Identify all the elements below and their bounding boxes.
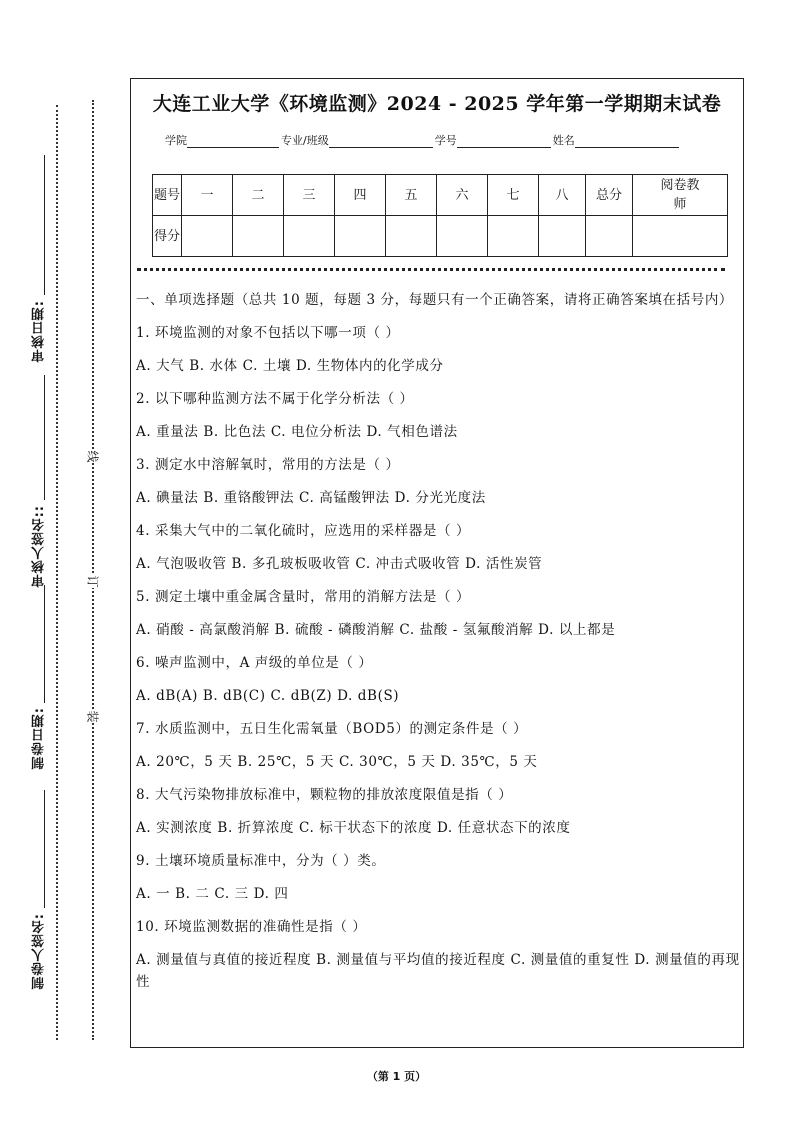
score-cell-4[interactable] [335, 216, 386, 257]
question-9-options: A. 一 B. 二 C. 三 D. 四 [136, 886, 289, 902]
reviewer-signature-label: 审核人签名:: [32, 505, 47, 588]
major-class-field[interactable] [329, 135, 433, 148]
score-cell-total[interactable] [586, 216, 633, 257]
question-6-options: A. dB(A) B. dB(C) C. dB(Z) D. dB(S) [136, 688, 400, 704]
score-cell-3[interactable] [284, 216, 335, 257]
question-number-header: 题号 [153, 175, 182, 216]
name-field[interactable] [575, 135, 679, 148]
score-row-label: 得分 [153, 216, 182, 257]
exam-title: 大连工业大学《环境监测》2024 - 2025 学年第一学期期末试卷 [152, 93, 722, 115]
question-3-options: A. 碘量法 B. 重铬酸钾法 C. 高锰酸钾法 D. 分光光度法 [136, 490, 486, 506]
review-date-line [44, 155, 45, 295]
binding-mark-staple: 订 [87, 574, 99, 588]
score-cell-6[interactable] [437, 216, 488, 257]
score-table [152, 174, 728, 257]
binding-mark-line: 线 [87, 449, 99, 463]
left-dotted-line [56, 105, 58, 1040]
question-8-options: A. 实测浓度 B. 折算浓度 C. 标干状态下的浓度 D. 任意状态下的浓度 [136, 820, 571, 836]
question-3: 3. 测定水中溶解氧时，常用的方法是（ ） [136, 457, 400, 473]
student-id-label: 学号 [434, 134, 457, 147]
score-col-1: 一 [182, 175, 233, 216]
score-col-3: 三 [284, 175, 335, 216]
question-1: 1. 环境监测的对象不包括以下哪一项（ ） [136, 325, 400, 341]
question-9: 9. 土壤环境质量标准中，分为（ ）类。 [136, 853, 386, 869]
grader-header-text: 阅卷教师 [660, 178, 700, 212]
question-7-options: A. 20℃，5 天 B. 25℃，5 天 C. 30℃，5 天 D. 35℃，5 天 [136, 754, 538, 770]
score-col-8: 八 [539, 175, 586, 216]
dotted-separator [137, 268, 725, 271]
paper-date-line [44, 585, 45, 703]
score-cell-7[interactable] [488, 216, 539, 257]
score-cell-grader[interactable] [633, 216, 728, 257]
score-col-6: 六 [437, 175, 488, 216]
question-4: 4. 采集大气中的二氧化硫时，应选用的采样器是（ ） [136, 523, 471, 539]
section-heading: 一、单项选择题（总共 10 题，每题 3 分，每题只有一个正确答案，请将正确答案填在括号内） [136, 292, 734, 308]
college-label: 学院 [165, 134, 187, 147]
exam-frame [130, 78, 744, 1048]
college-field[interactable] [187, 135, 279, 148]
question-1-options: A. 大气 B. 水体 C. 土壤 D. 生物体内的化学成分 [136, 358, 444, 374]
score-cell-5[interactable] [386, 216, 437, 257]
reviewer-signature-line [44, 375, 45, 500]
binding-dotted-line [92, 100, 94, 1040]
total-score-header: 总分 [586, 175, 633, 216]
question-8: 8. 大气污染物排放标准中，颗粒物的排放浓度限值是指（ ） [136, 787, 513, 803]
question-4-options: A. 气泡吸收管 B. 多孔玻板吸收管 C. 冲击式吸收管 D. 活性炭管 [136, 556, 543, 572]
paper-date-label: 制卷日期: [32, 707, 47, 770]
question-5: 5. 测定土壤中重金属含量时，常用的消解方法是（ ） [136, 589, 471, 605]
score-col-2: 二 [233, 175, 284, 216]
score-table-header-row [153, 175, 728, 216]
question-2: 2. 以下哪种监测方法不属于化学分析法（ ） [136, 391, 414, 407]
binding-mark-bind: 装 [87, 709, 99, 723]
score-table-score-row [153, 216, 728, 257]
score-cell-8[interactable] [539, 216, 586, 257]
score-cell-1[interactable] [182, 216, 233, 257]
student-id-field[interactable] [457, 135, 551, 148]
grader-header [633, 175, 728, 216]
student-info-row [165, 132, 681, 148]
major-class-label: 专业/班级 [281, 134, 329, 147]
question-6: 6. 噪声监测中，A 声级的单位是（ ） [136, 655, 373, 671]
page-number: （第 1 页） [366, 1070, 427, 1083]
question-10: 10. 环境监测数据的准确性是指（ ） [136, 919, 367, 935]
paper-maker-signature-label: 制卷人签名: [32, 913, 47, 990]
score-col-7: 七 [488, 175, 539, 216]
score-col-5: 五 [386, 175, 437, 216]
score-cell-2[interactable] [233, 216, 284, 257]
paper-maker-signature-line [44, 790, 45, 908]
question-section [136, 289, 742, 1004]
question-7: 7. 水质监测中，五日生化需氧量（BOD5）的测定条件是（ ） [136, 721, 528, 737]
review-date-label: 审核日期: [32, 300, 47, 363]
score-col-4: 四 [335, 175, 386, 216]
name-label: 姓名 [552, 134, 575, 147]
question-10-options: A. 测量值与真值的接近程度 B. 测量值与平均值的接近程度 C. 测量值的重复性 D. 测量值的再现性 [136, 952, 740, 990]
question-5-options: A. 硝酸 - 高氯酸消解 B. 硫酸 - 磷酸消解 C. 盐酸 - 氢氟酸消解 D. 以上都是 [136, 622, 616, 638]
question-2-options: A. 重量法 B. 比色法 C. 电位分析法 D. 气相色谱法 [136, 424, 458, 440]
